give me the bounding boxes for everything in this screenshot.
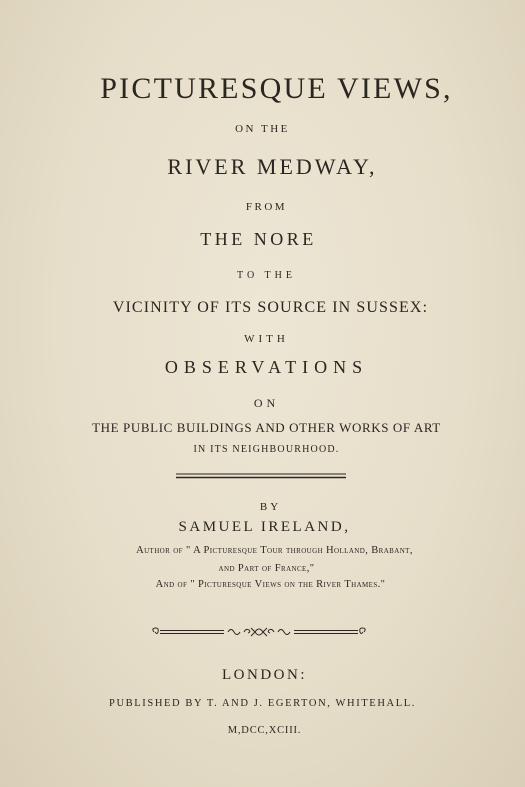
author-credit-line-2: and Part of France,": [218, 563, 315, 574]
author-credit-line-3: And of " Picturesque Views on the River Thames.": [155, 579, 386, 590]
double-rule-divider: [176, 472, 346, 480]
title-line-public-buildings: THE PUBLIC BUILDINGS AND OTHER WORKS OF ART: [92, 420, 441, 435]
title-line-nore: THE NORE: [200, 229, 317, 249]
author-credit-line-1: Author of " A Picturesque Tour through Holland, Brabant,: [136, 545, 413, 556]
title-line-to-the: TO THE: [237, 270, 296, 281]
title-line-on: ON: [253, 396, 280, 410]
imprint-city: LONDON:: [222, 667, 307, 683]
title-line-vicinity: VICINITY OF ITS SOURCE IN SUSSEX:: [112, 299, 429, 316]
title-line-river: RIVER MEDWAY,: [167, 154, 378, 179]
title-line-from: FROM: [245, 201, 288, 213]
book-title: PICTURESQUE VIEWS,: [100, 72, 453, 105]
title-line-on-the: ON THE: [235, 123, 290, 135]
title-line-neighbourhood: IN ITS NEIGHBOURHOOD.: [193, 444, 340, 455]
title-line-with: WITH: [244, 333, 289, 345]
title-line-observations: OBSERVATIONS: [164, 357, 369, 377]
author-name: SAMUEL IRELAND,: [178, 519, 351, 535]
imprint-date: M,DCC,XCIII.: [227, 725, 302, 736]
imprint-publisher: PUBLISHED BY T. AND J. EGERTON, WHITEHALL.: [109, 698, 416, 709]
printers-ornament: [150, 625, 368, 639]
by-label: BY: [259, 501, 282, 513]
